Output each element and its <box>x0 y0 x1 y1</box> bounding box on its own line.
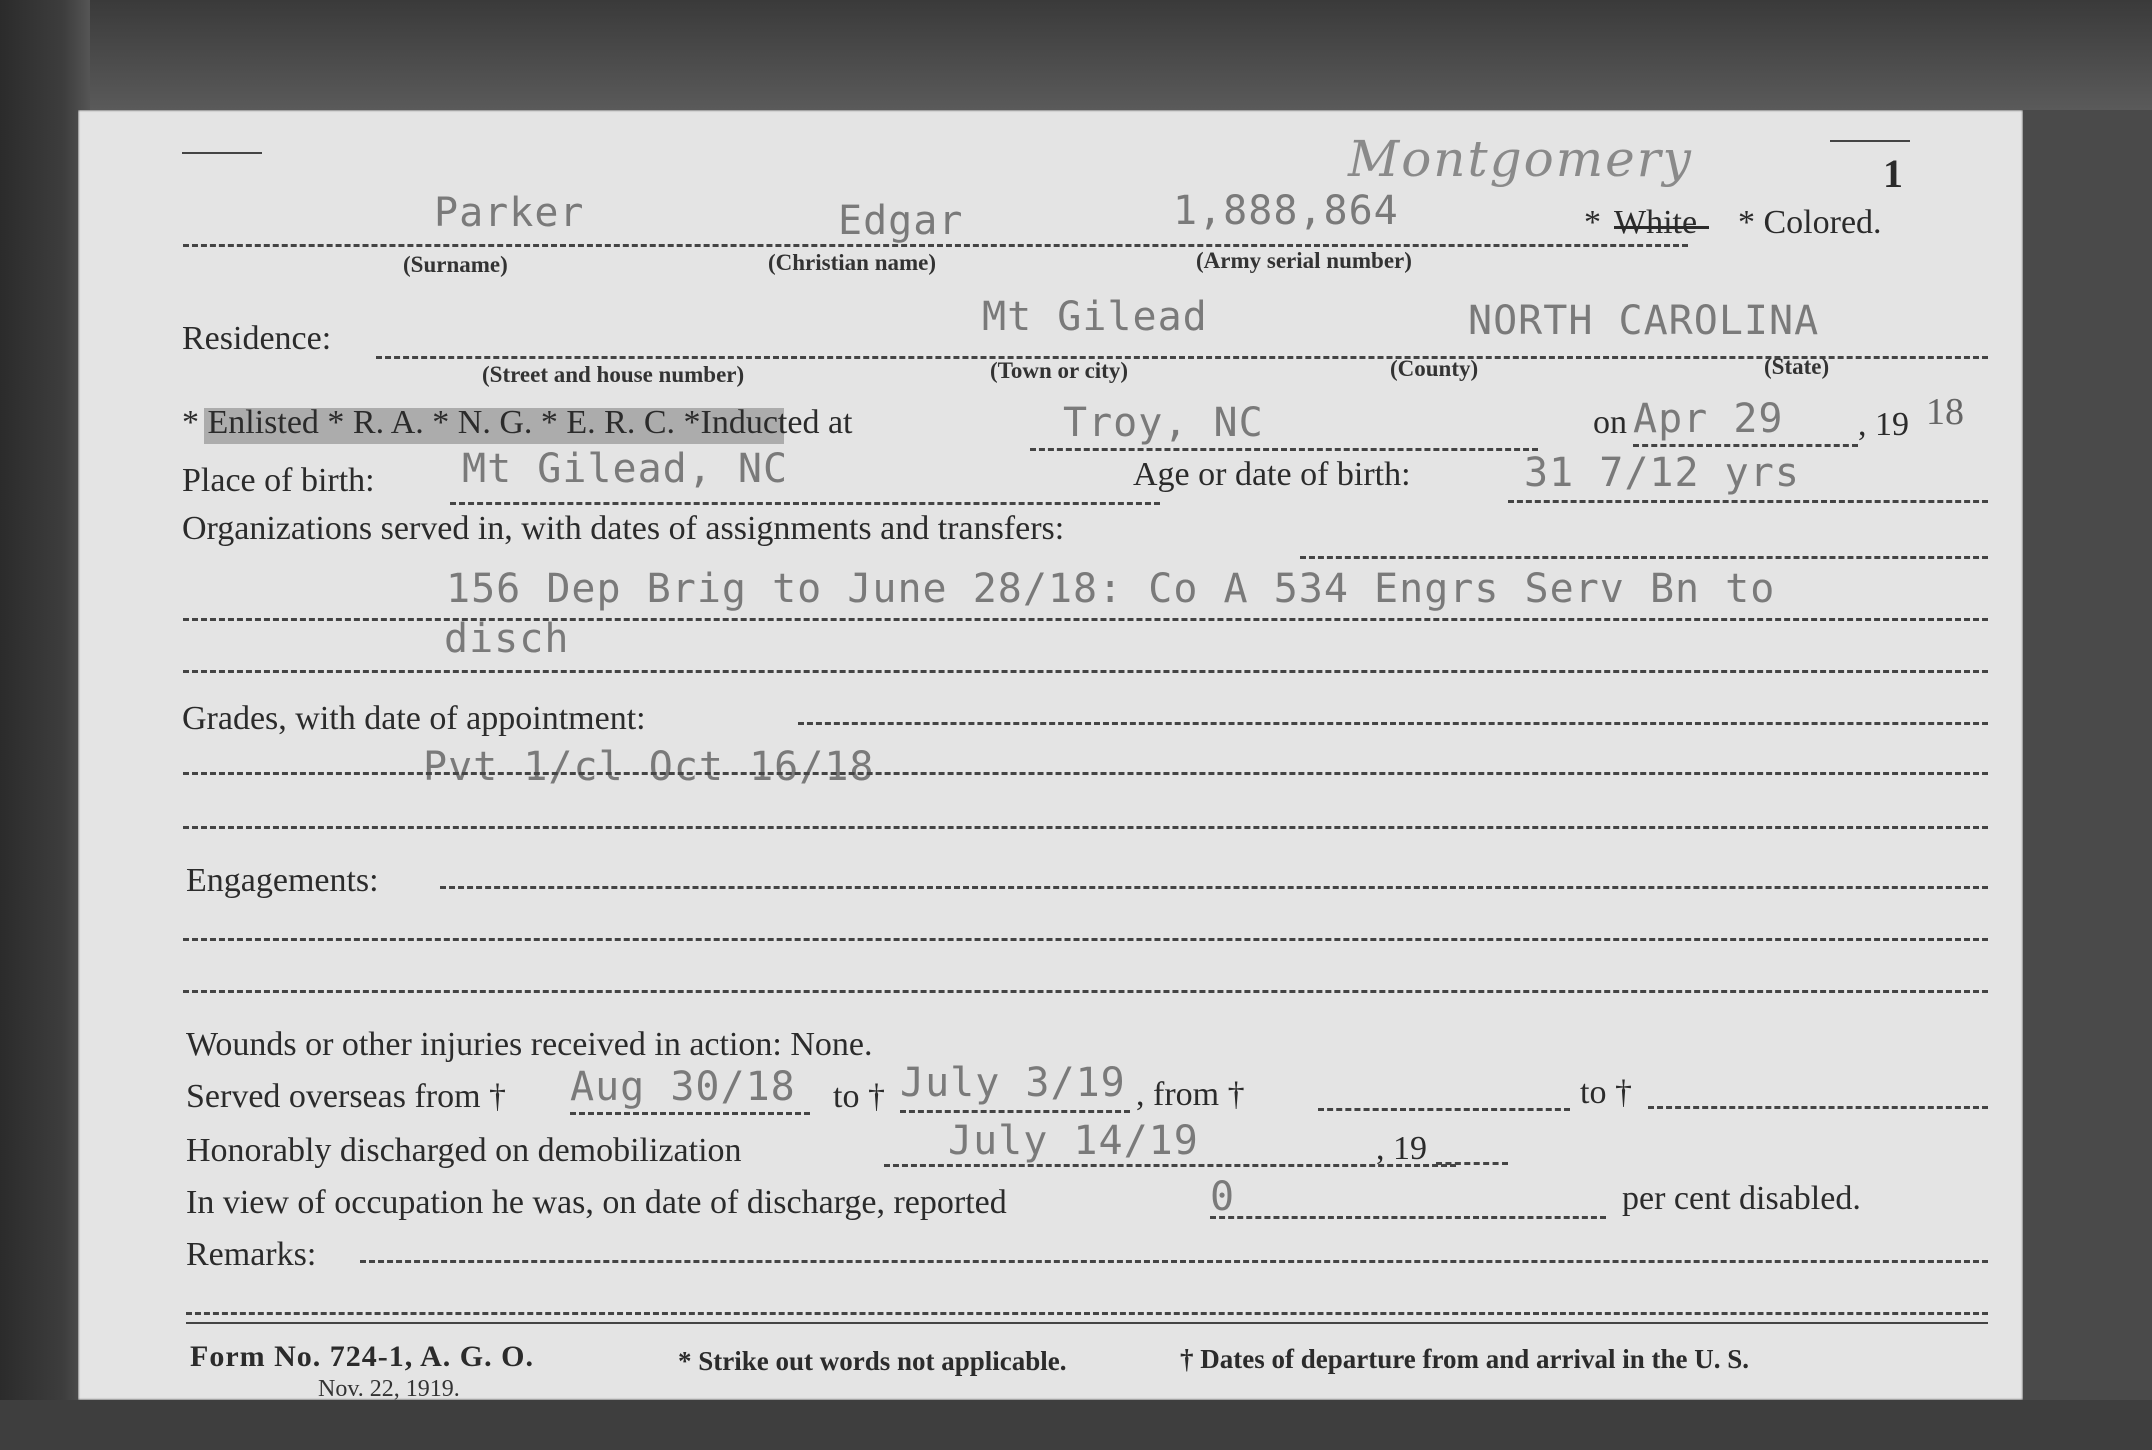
residence-state-value: NORTH CAROLINA <box>1468 298 1820 344</box>
label-christian-name: (Christian name) <box>768 250 937 275</box>
residence-label: Residence: <box>182 320 332 357</box>
organizations-line-2 <box>183 670 1988 673</box>
race-colored-option: * Colored. <box>1738 204 1882 241</box>
card-number: 1 <box>1883 151 1903 196</box>
label-serial-number: (Army serial number) <box>1196 248 1412 273</box>
engagements-line-2 <box>183 990 1988 993</box>
overseas-label: Served overseas from † <box>186 1078 507 1115</box>
organizations-line-1-value: 156 Dep Brig to June 28/18: Co A 534 Engrs Serv Bn to <box>446 566 1776 612</box>
grades-line-0 <box>798 722 1988 725</box>
overseas-from2-line <box>1318 1108 1570 1111</box>
wounds-label: Wounds or other injuries received in action: None. <box>186 1026 873 1063</box>
overseas-to-value: July 3/19 <box>900 1060 1126 1106</box>
race-white-strikethrough <box>1614 226 1709 229</box>
age-line <box>1508 500 1988 503</box>
serial-number-value: 1,888,864 <box>1173 188 1399 234</box>
label-county: (County) <box>1390 356 1479 381</box>
footnote-strike: * Strike out words not applicable. <box>678 1346 1067 1376</box>
form-number: Form No. 724-1, A. G. O. <box>190 1340 534 1373</box>
grades-label: Grades, with date of appointment: <box>182 700 646 737</box>
scan-background-bottom <box>0 1400 2152 1450</box>
remarks-line-2 <box>186 1312 1988 1315</box>
scan-background-left <box>0 0 90 1450</box>
disability-line <box>1210 1216 1606 1219</box>
corner-rule <box>182 152 262 154</box>
name-line <box>183 244 1688 247</box>
race-white-option: White <box>1614 204 1698 241</box>
race-asterisk: * <box>1584 204 1601 241</box>
remarks-line-1 <box>360 1260 1988 1263</box>
remarks-label: Remarks: <box>186 1236 317 1273</box>
residence-town-value: Mt Gilead <box>982 294 1208 340</box>
county-handwritten: Montgomery <box>1348 130 1693 188</box>
inducted-place-line <box>1030 448 1538 451</box>
grades-value: Pvt 1/cl Oct 16/18 <box>423 744 875 790</box>
discharge-date-value: July 14/19 <box>948 1118 1199 1164</box>
enlistment-label: * Enlisted * R. A. * N. G. * E. R. C. *Inducted at <box>182 404 853 441</box>
footnote-dates: † Dates of departure from and arrival in the U. S. <box>1180 1344 1749 1374</box>
inducted-date-value: Apr 29 <box>1633 396 1784 442</box>
surname-value: Parker <box>434 190 585 236</box>
label-state: (State) <box>1764 354 1830 379</box>
label-street: (Street and house number) <box>482 362 745 387</box>
card-number-rule <box>1830 140 1910 142</box>
birth-place-label: Place of birth: <box>182 462 375 499</box>
overseas-from2-label: , from † <box>1136 1076 1245 1113</box>
discharge-year-line <box>1436 1162 1508 1165</box>
inducted-date-line <box>1633 444 1858 447</box>
on-label: on <box>1593 404 1627 441</box>
residence-line <box>376 356 1988 359</box>
form-date: Nov. 22, 1919. <box>318 1376 460 1402</box>
disability-suffix: per cent disabled. <box>1622 1180 1861 1217</box>
overseas-to-line <box>900 1110 1130 1113</box>
overseas-from-line <box>570 1112 810 1115</box>
scan-background-top <box>0 0 2152 110</box>
birth-place-value: Mt Gilead, NC <box>462 446 789 492</box>
overseas-to2-label: to † <box>1580 1074 1632 1111</box>
year-suffix-value: 18 <box>1926 391 1964 433</box>
footer-rule <box>186 1322 1988 1324</box>
birth-place-line <box>450 502 1160 505</box>
overseas-from-value: Aug 30/18 <box>570 1064 796 1110</box>
age-label: Age or date of birth: <box>1133 456 1411 493</box>
overseas-to-label: to † <box>833 1078 885 1115</box>
organizations-line-2-value: disch <box>444 616 570 662</box>
grades-line-1 <box>183 772 1988 775</box>
age-value: 31 7/12 yrs <box>1524 450 1800 496</box>
year-prefix: , 19 <box>1858 406 1909 443</box>
discharge-label: Honorably discharged on demobilization <box>186 1132 742 1169</box>
inducted-place-value: Troy, NC <box>1063 400 1264 446</box>
grades-line-2 <box>183 826 1988 829</box>
overseas-to2-line <box>1648 1106 1988 1109</box>
discharge-date-line <box>884 1164 1456 1167</box>
engagements-line-1 <box>183 938 1988 941</box>
engagements-line-0 <box>440 886 1988 889</box>
christian-name-value: Edgar <box>838 198 964 244</box>
engagements-label: Engagements: <box>186 862 379 899</box>
disability-value: 0 <box>1210 1174 1236 1220</box>
organizations-line-0 <box>1300 556 1988 559</box>
label-town: (Town or city) <box>990 358 1128 383</box>
discharge-year-label: , 19 <box>1376 1130 1427 1167</box>
disability-label: In view of occupation he was, on date of discharge, reported <box>186 1184 1007 1221</box>
record-card <box>78 110 2023 1400</box>
label-surname: (Surname) <box>403 252 508 277</box>
organizations-label: Organizations served in, with dates of assignments and transfers: <box>182 510 1065 547</box>
